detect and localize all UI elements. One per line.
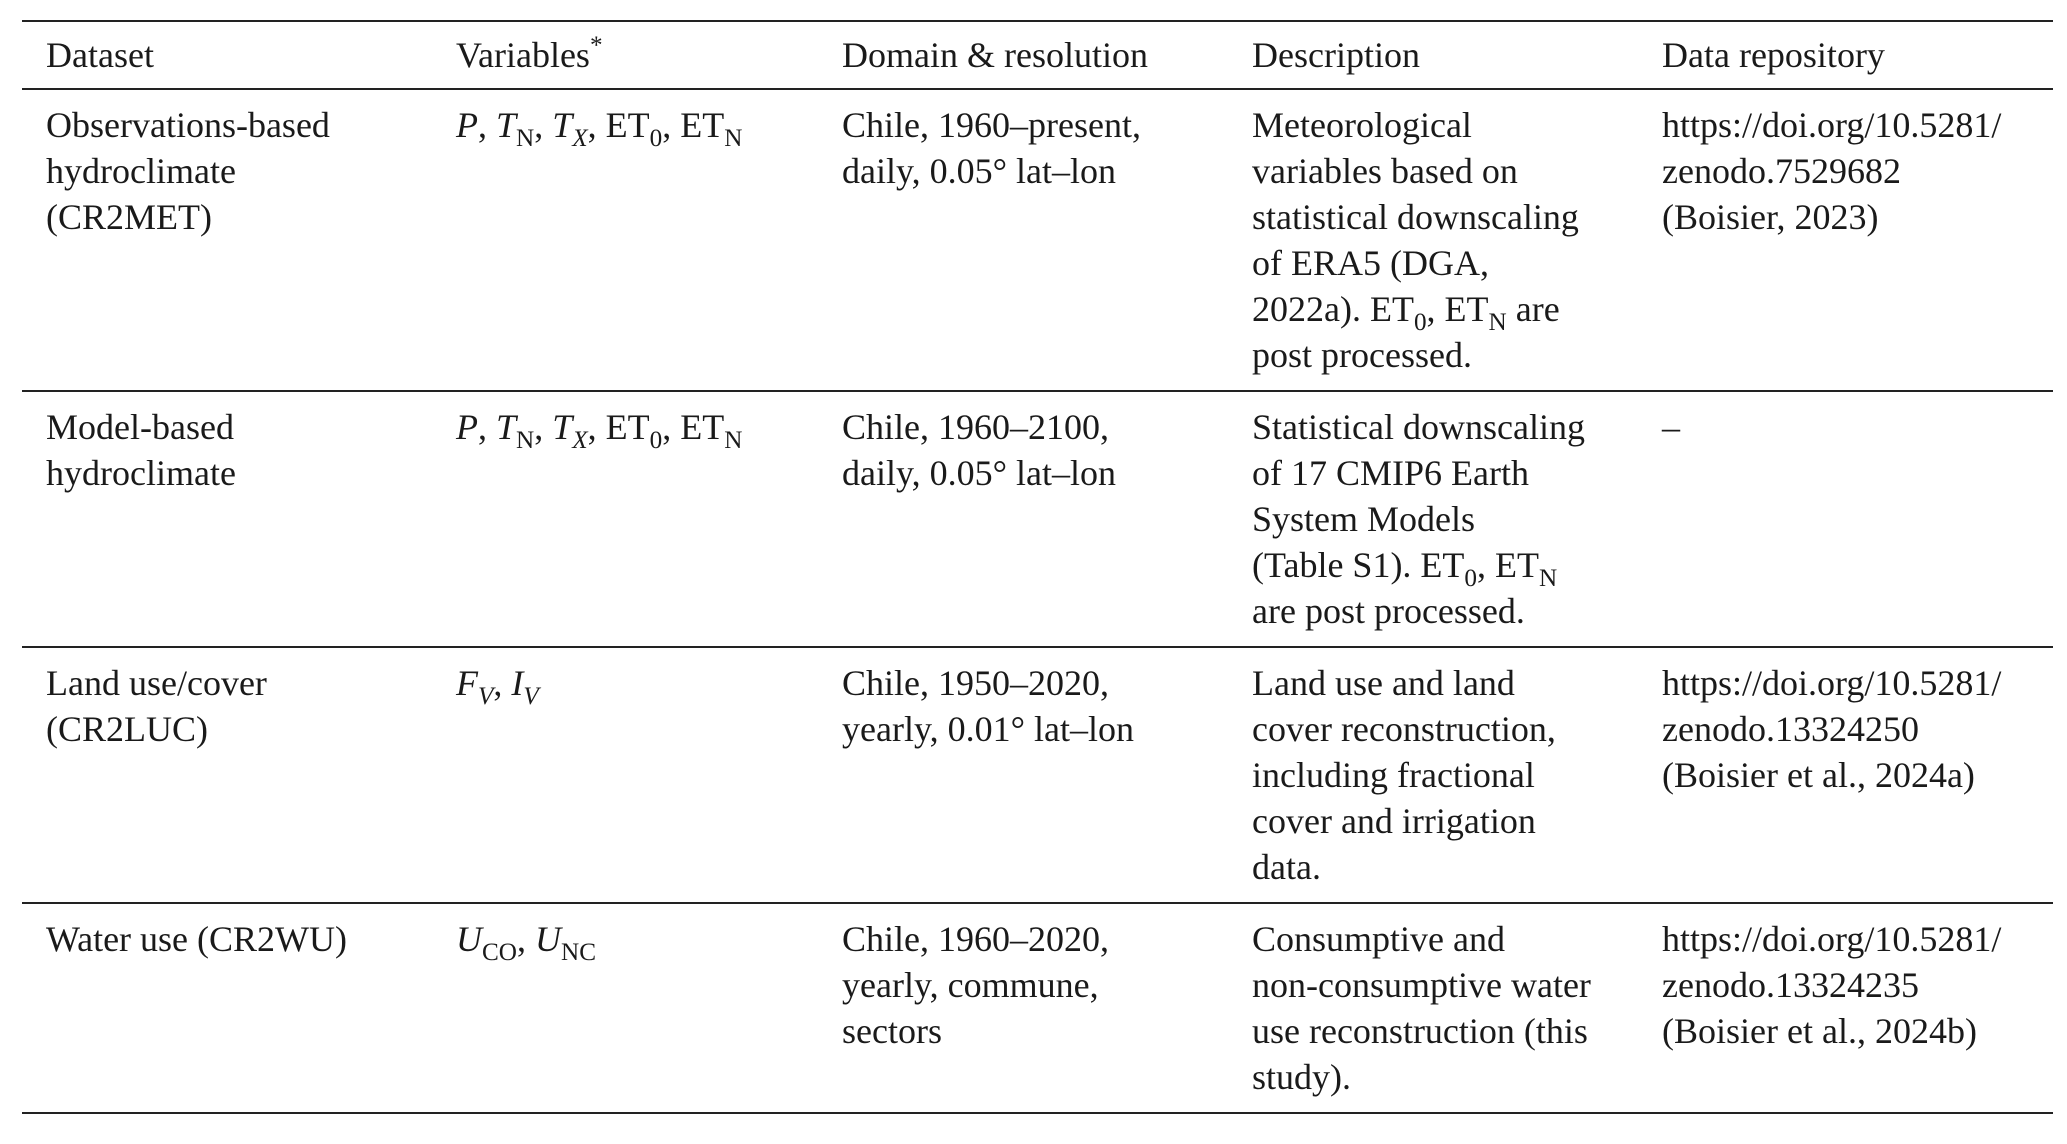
- var-precipitation: P: [456, 407, 478, 447]
- cell-description: [1228, 903, 1638, 1113]
- cell-domain: [818, 391, 1228, 647]
- cell-dataset: [22, 903, 432, 1113]
- separator: ,: [587, 105, 606, 145]
- description-line: are post processed.: [1252, 591, 1525, 631]
- table-row: [22, 89, 2053, 391]
- header-variables-footnote-mark: *: [589, 32, 603, 60]
- subscript: 0: [1413, 308, 1427, 336]
- cell-description: [1228, 647, 1638, 903]
- table-row: [22, 391, 2053, 647]
- domain-line: daily, 0.05° lat–lon: [842, 151, 1117, 191]
- table-row: [22, 903, 2053, 1113]
- domain-line: daily, 0.05° lat–lon: [842, 453, 1117, 493]
- dataset-line: (CR2LUC): [46, 709, 208, 749]
- header-variables: [432, 21, 818, 89]
- cell-repository: [1638, 89, 2053, 391]
- subscript: 0: [649, 124, 663, 152]
- cell-repository: [1638, 903, 2053, 1113]
- description-line: cover reconstruction,: [1252, 709, 1556, 749]
- description-text: are: [1506, 289, 1560, 329]
- domain-line: Chile, 1960–2020,: [842, 919, 1109, 959]
- description-line: data.: [1252, 847, 1321, 887]
- description-text: (Table S1). ET: [1252, 545, 1465, 585]
- dataset-line: Model-based: [46, 407, 234, 447]
- subscript: 0: [649, 426, 663, 454]
- description-line: study).: [1252, 1057, 1351, 1097]
- repository-link[interactable]: zenodo.7529682: [1662, 151, 1901, 191]
- data-table-container: [22, 20, 2053, 1114]
- cell-domain: [818, 903, 1228, 1113]
- subscript: N: [1488, 308, 1507, 336]
- cell-repository: [1638, 647, 2053, 903]
- var-irrigation: I: [511, 663, 524, 703]
- subscript: CO: [482, 938, 517, 966]
- repository-empty: –: [1662, 407, 1680, 447]
- cell-dataset: [22, 89, 432, 391]
- dataset-line: Observations-based: [46, 105, 330, 145]
- datasets-table: [22, 20, 2053, 1114]
- var-etn: ET: [680, 105, 725, 145]
- repository-citation: (Boisier et al., 2024a): [1662, 755, 1975, 795]
- cell-domain: [818, 647, 1228, 903]
- var-consumptive-use: U: [456, 919, 482, 959]
- description-line: [1252, 286, 1638, 336]
- description-line: Consumptive and: [1252, 919, 1505, 959]
- cell-variables: [432, 647, 818, 903]
- dataset-line: Water use (CR2WU): [46, 919, 348, 959]
- domain-line: Chile, 1950–2020,: [842, 663, 1109, 703]
- cell-dataset: [22, 391, 432, 647]
- separator: ,: [662, 105, 681, 145]
- variables-list: [456, 105, 743, 152]
- var-etn: ET: [680, 407, 725, 447]
- subscript: N: [724, 426, 743, 454]
- cell-dataset: [22, 647, 432, 903]
- var-tmin: T: [496, 407, 517, 447]
- subscript: 0: [1464, 564, 1478, 592]
- variables-list: [456, 663, 539, 710]
- separator: ,: [662, 407, 681, 447]
- cell-variables: [432, 903, 818, 1113]
- separator: ,: [534, 105, 553, 145]
- description-line: Statistical downscaling: [1252, 407, 1585, 447]
- separator: ,: [534, 407, 553, 447]
- cell-description: [1228, 89, 1638, 391]
- var-nonconsumptive-use: U: [535, 919, 561, 959]
- var-tmax: T: [552, 407, 573, 447]
- repository-link[interactable]: https://doi.org/10.5281/: [1662, 105, 2002, 145]
- domain-line: Chile, 1960–present,: [842, 105, 1141, 145]
- description-text: , ET: [1477, 545, 1539, 585]
- cell-variables: [432, 391, 818, 647]
- description-line: of ERA5 (DGA,: [1252, 243, 1489, 283]
- description-line: post processed.: [1252, 335, 1472, 375]
- subscript: N: [1539, 564, 1558, 592]
- description-line: use reconstruction (this: [1252, 1011, 1588, 1051]
- var-tmin: T: [496, 105, 517, 145]
- domain-line: yearly, 0.01° lat–lon: [842, 709, 1134, 749]
- repository-link[interactable]: https://doi.org/10.5281/: [1662, 663, 2002, 703]
- variables-list: [456, 919, 596, 966]
- subscript: V: [523, 682, 539, 710]
- dataset-line: hydroclimate: [46, 151, 236, 191]
- cell-description: [1228, 391, 1638, 647]
- description-line: [1252, 542, 1638, 592]
- separator: ,: [517, 919, 535, 959]
- separator: ,: [493, 663, 512, 703]
- var-et0: ET: [605, 105, 650, 145]
- variables-list: [456, 407, 743, 454]
- header-description: Description: [1252, 35, 1420, 75]
- var-fractional-cover: F: [456, 663, 478, 703]
- description-line: cover and irrigation: [1252, 801, 1536, 841]
- header-repository: Data repository: [1662, 35, 1885, 75]
- description-text: 2022a). ET: [1252, 289, 1414, 329]
- header-domain: Domain & resolution: [842, 35, 1148, 75]
- var-tmax: T: [552, 105, 573, 145]
- header-dataset: Dataset: [46, 35, 154, 75]
- subscript: N: [516, 426, 535, 454]
- separator: ,: [587, 407, 606, 447]
- repository-link[interactable]: https://doi.org/10.5281/: [1662, 919, 2002, 959]
- repository-citation: (Boisier et al., 2024b): [1662, 1011, 1977, 1051]
- dataset-line: Land use/cover: [46, 663, 267, 703]
- description-line: statistical downscaling: [1252, 197, 1579, 237]
- description-line: Land use and land: [1252, 663, 1515, 703]
- dataset-line: (CR2MET): [46, 197, 212, 237]
- cell-variables: [432, 89, 818, 391]
- header-variables-label: Variables: [456, 35, 590, 75]
- description-line: Meteorological: [1252, 105, 1472, 145]
- subscript: X: [572, 124, 588, 152]
- cell-repository: [1638, 391, 2053, 647]
- cell-domain: [818, 89, 1228, 391]
- domain-line: yearly, commune,: [842, 965, 1099, 1005]
- description-line: of 17 CMIP6 Earth: [1252, 453, 1529, 493]
- var-et0: ET: [605, 407, 650, 447]
- subscript: N: [724, 124, 743, 152]
- domain-line: Chile, 1960–2100,: [842, 407, 1109, 447]
- dataset-line: hydroclimate: [46, 453, 236, 493]
- table-row: [22, 647, 2053, 903]
- var-precipitation: P: [456, 105, 478, 145]
- subscript: X: [572, 426, 588, 454]
- description-line: including fractional: [1252, 755, 1535, 795]
- repository-citation: (Boisier, 2023): [1662, 197, 1879, 237]
- separator: ,: [478, 105, 496, 145]
- domain-line: sectors: [842, 1011, 942, 1051]
- repository-link[interactable]: zenodo.13324250: [1662, 709, 1919, 749]
- description-text: , ET: [1426, 289, 1489, 329]
- repository-link[interactable]: zenodo.13324235: [1662, 965, 1919, 1005]
- subscript: N: [516, 124, 535, 152]
- subscript: NC: [561, 938, 596, 966]
- description-line: System Models: [1252, 499, 1476, 539]
- description-line: variables based on: [1252, 151, 1518, 191]
- description-line: non-consumptive water: [1252, 965, 1591, 1005]
- subscript: V: [478, 682, 494, 710]
- separator: ,: [478, 407, 496, 447]
- table-header-row: [22, 21, 2053, 89]
